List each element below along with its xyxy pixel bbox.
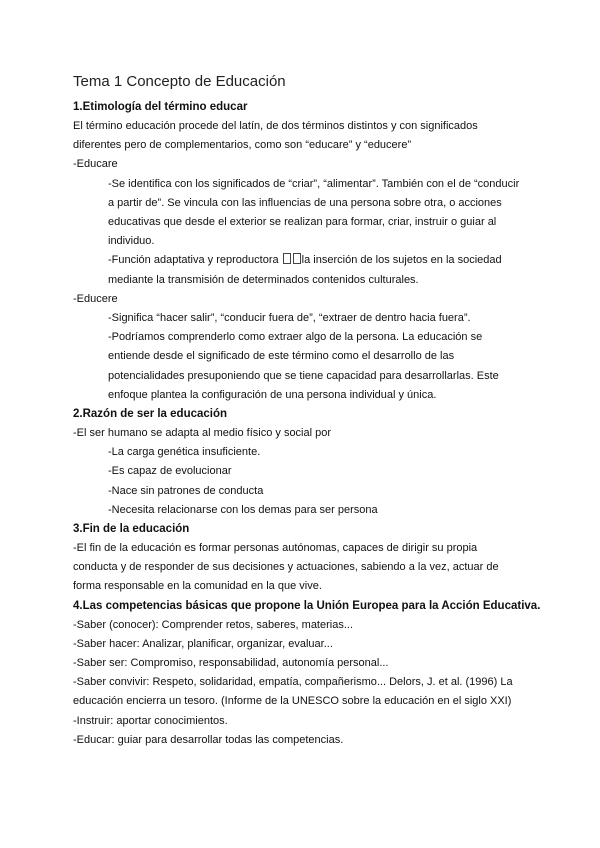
paragraph-line: forma responsable en la comunidad en la que vive. bbox=[73, 580, 322, 593]
missing-glyph-icon bbox=[293, 253, 301, 264]
paragraph-line: -Educar: guiar para desarrollar todas las competencias. bbox=[73, 733, 344, 746]
paragraph-line: a partir de”. Se vincula con las influencias de una persona sobre otra, o acciones bbox=[108, 196, 502, 209]
paragraph-fragment: la inserción de los sujetos en la sociedad bbox=[301, 254, 502, 267]
paragraph-line bbox=[73, 251, 543, 270]
paragraph-line: -Se identifica con los significados de “criar”, “alimentar”. También con el de “conducir bbox=[108, 177, 520, 190]
list-item: -La carga genética insuficiente. bbox=[108, 446, 261, 459]
list-item: -Nace sin patrones de conducta bbox=[108, 484, 264, 497]
paragraph-line: -Saber hacer: Analizar, planificar, organizar, evaluar... bbox=[73, 637, 333, 650]
paragraph-line: conducta y de responder de sus decisiones y actuaciones, sabiendo a la vez, actuar de bbox=[73, 561, 499, 574]
document-page bbox=[73, 66, 543, 750]
educare-label: -Educare bbox=[73, 158, 118, 171]
section-4-heading: 4.Las competencias básicas que propone la Unión Europea para la Acción Educativa. bbox=[73, 599, 541, 612]
list-item: -Necesita relacionarse con los demas para ser persona bbox=[108, 503, 378, 516]
paragraph-line: -Podríamos comprenderlo como extraer algo de la persona. La educación se bbox=[108, 331, 483, 344]
document-title: Tema 1 Concepto de Educación bbox=[73, 73, 286, 90]
missing-glyph-icon bbox=[283, 253, 291, 264]
section-1-heading: 1.Etimología del término educar bbox=[73, 101, 248, 113]
paragraph-line: potencialidades presuponiendo que se tiene capacidad para desarrollarlas. Este bbox=[108, 369, 499, 382]
paragraph-line: individuo. bbox=[108, 235, 155, 248]
section-3-heading: 3.Fin de la educación bbox=[73, 523, 190, 536]
paragraph-line: educación encierra un tesoro. (Informe de la UNESCO sobre la educación en el siglo XXI) bbox=[73, 695, 512, 708]
paragraph-line: -Instruir: aportar conocimientos. bbox=[73, 714, 228, 727]
paragraph-line: -Significa “hacer salir”, “conducir fuera de”, “extraer de dentro hacia fuera”. bbox=[108, 312, 471, 325]
paragraph-line: El término educación procede del latín, de dos términos distintos y con significados bbox=[73, 120, 478, 132]
paragraph-line: mediante la transmisión de determinados contenidos culturales. bbox=[108, 273, 419, 286]
educere-label: -Educere bbox=[73, 292, 118, 305]
paragraph-fragment: -Función adaptativa y reproductora bbox=[108, 254, 279, 267]
paragraph-line: educativas que desde el exterior se realizan para formar, criar, instruir o guiar al bbox=[108, 216, 497, 229]
section-2-heading: 2.Razón de ser la educación bbox=[73, 408, 228, 421]
list-item: -Es capaz de evolucionar bbox=[108, 465, 232, 478]
paragraph-line: -El ser humano se adapta al medio físico y social por bbox=[73, 427, 332, 440]
paragraph-line: -Saber (conocer): Comprender retos, saberes, materias... bbox=[73, 618, 354, 631]
paragraph-line: diferentes pero de complementarios, como son “educare” y “educere” bbox=[73, 139, 412, 152]
paragraph-line: -Saber convivir: Respeto, solidaridad, empatía, compañerismo... Delors, J. et al. (1996) La bbox=[73, 676, 513, 689]
paragraph-line: entiende desde el significado de este término como el desarrollo de las bbox=[108, 350, 455, 363]
paragraph-line: -Saber ser: Compromiso, responsabilidad, autonomía personal... bbox=[73, 657, 389, 670]
paragraph-line: -El fin de la educación es formar personas autónomas, capaces de dirigir su propia bbox=[73, 542, 478, 555]
paragraph-line: enfoque plantea la configuración de una persona individual y única. bbox=[108, 388, 437, 401]
